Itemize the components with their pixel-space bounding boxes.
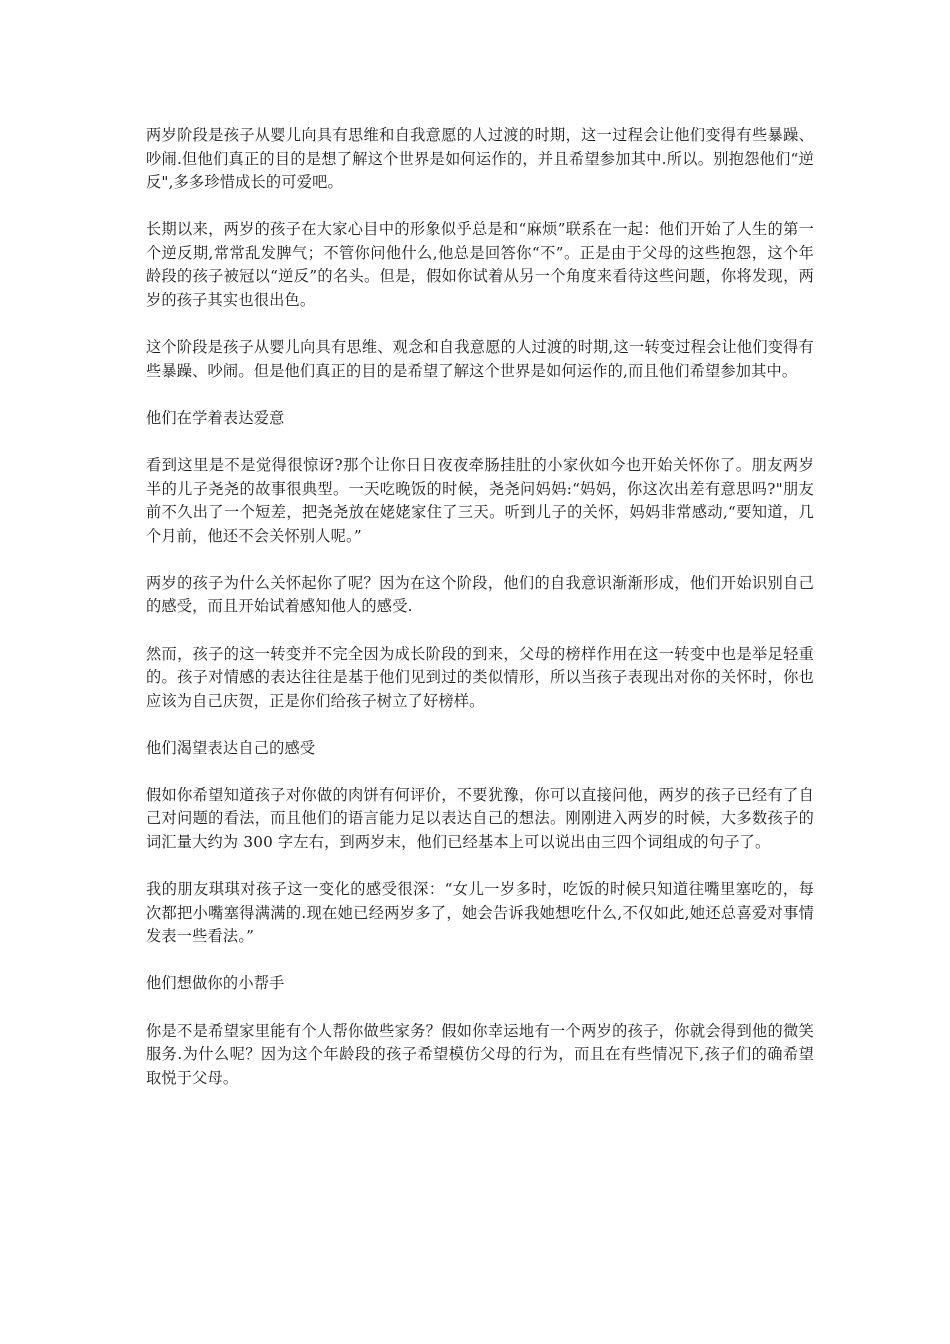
paragraph-8: 我的朋友琪琪对孩子这一变化的感受很深：“女儿一岁多时，吃饭的时候只知道往嘴里塞吃的，每次都把小嘴塞得满满的.现在她已经两岁多了，她会告诉我她想吃什么,不仅如此,她还总喜爱对事情发表一些看法。” [146, 880, 814, 946]
paragraph-3: 这个阶段是孩子从婴儿向具有思维、观念和自我意愿的人过渡的时期,这一转变过程会让他们变得有些暴躁、吵闹。但是他们真正的目的是希望了解这个世界是如何运作的,而且他们希望参加其中。 [146, 338, 814, 380]
paragraph-6: 然而，孩子的这一转变并不完全因为成长阶段的到来，父母的榜样作用在这一转变中也是举足轻重的。孩子对情感的表达往往是基于他们见到过的类似情形，所以当孩子表现出对你的关怀时，你也应该为自己庆贺，正是你们给孩子树立了好榜样。 [146, 644, 814, 710]
section-heading-feelings: 他们渴望表达自己的感受 [146, 738, 316, 757]
paragraph-1: 两岁阶段是孩子从婴儿向具有思维和自我意愿的人过渡的时期，这一过程会让他们变得有些暴躁、吵闹.但他们真正的目的是想了解这个世界是如何运作的，并且希望参加其中.所以。别抱怨他们“逆反",多多珍惜成长的可爱吧。 [146, 126, 814, 192]
section-heading-helper: 他们想做你的小帮手 [146, 974, 285, 993]
paragraph-9: 你是不是希望家里能有个人帮你做些家务？假如你幸运地有一个两岁的孩子，你就会得到他的微笑服务.为什么呢？因为这个年龄段的孩子希望模仿父母的行为，而且在有些情况下,孩子们的确希望取悦于父母。 [146, 1021, 814, 1087]
paragraph-5: 两岁的孩子为什么关怀起你了呢？因为在这个阶段，他们的自我意识渐渐形成，他们开始识别自己的感受，而且开始试着感知他人的感受. [146, 573, 814, 616]
section-heading-love: 他们在学着表达爱意 [146, 408, 285, 427]
paragraph-4: 看到这里是不是觉得很惊讶?那个让你日日夜夜牵肠挂肚的小家伙如今也开始关怀你了。朋友两岁半的儿子尧尧的故事很典型。一天吃晚饭的时候，尧尧问妈妈:“妈妈，你这次出差有意思吗?"朋友前不久出了一个短差，把尧尧放在姥姥家住了三天。听到儿子的关怀，妈妈非常感动,“要知道，几个月前，他还不会关怀别人呢。” [146, 455, 814, 545]
paragraph-2: 长期以来，两岁的孩子在大家心目中的形象似乎总是和“麻烦”联系在一起：他们开始了人生的第一个逆反期,常常乱发脾气；不管你问他什么,他总是回答你“不”。正是由于父母的这些抱怨，这个年龄段的孩子被冠以“逆反”的名头。但是，假如你试着从另一个角度来看待这些问题，你将发现，两岁的孩子其实也很出色。 [146, 220, 814, 310]
paragraph-7: 假如你希望知道孩子对你做的肉饼有何评价，不要犹豫，你可以直接问他，两岁的孩子已经有了自己对问题的看法，而且他们的语言能力足以表达自己的想法。刚刚进入两岁的时候，大多数孩子的词汇量大约为 300 字左右，到两岁末，他们已经基本上可以说出由三四个词组成的句子了。 [146, 785, 814, 852]
document-body [146, 124, 814, 1114]
